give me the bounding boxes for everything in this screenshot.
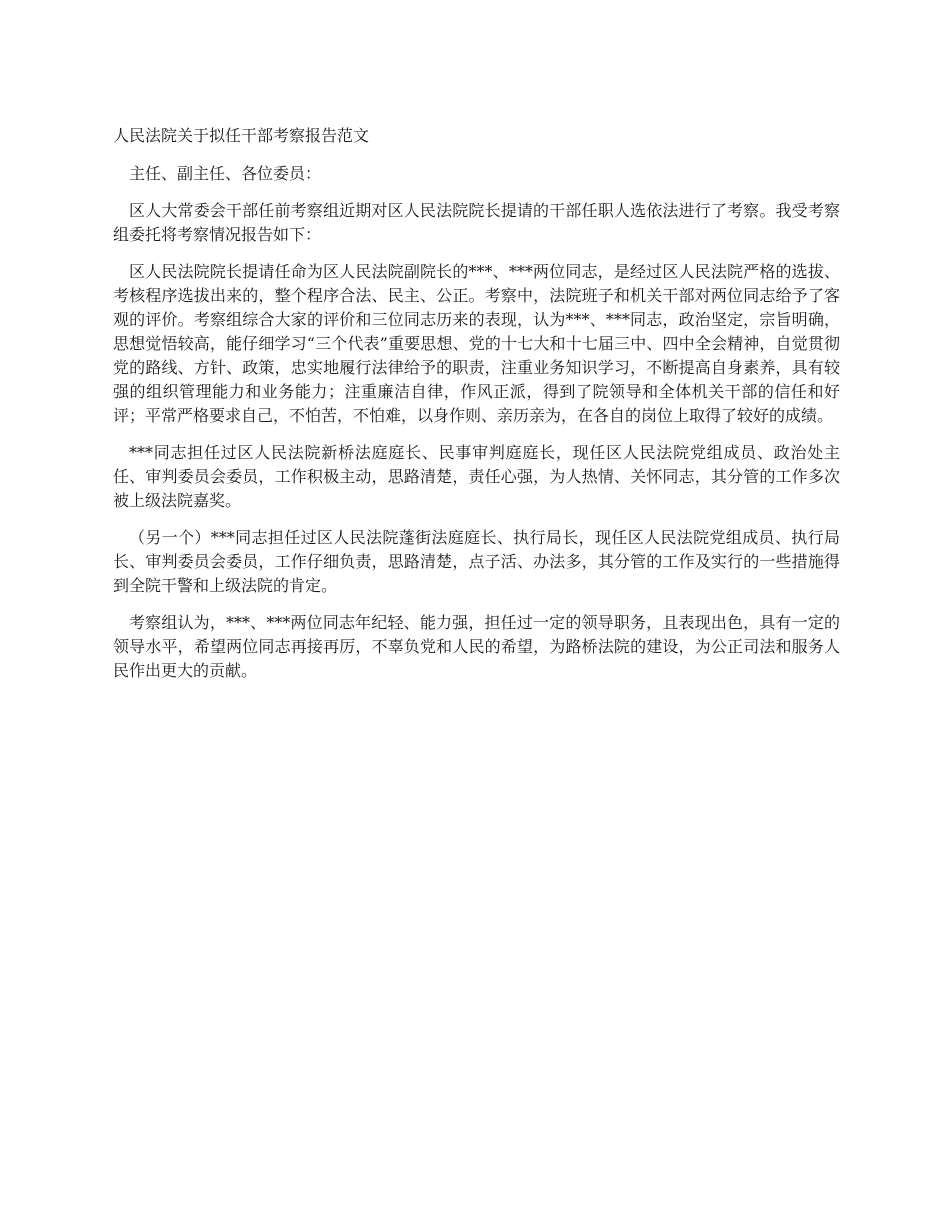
intro-paragraph: 区人大常委会干部任前考察组近期对区人民法院院长提请的干部任职人选依法进行了考察。我受考察组委托将考察情况报告如下： bbox=[113, 201, 840, 244]
evaluation-paragraph: 区人民法院院长提请任命为区人民法院副院长的***、***两位同志，是经过区人民法院严格的选拔、考核程序选拔出来的，整个程序合法、民主、公正。考察中，法院班子和机关干部对两位同志给予了客观的评价。考察组综合大家的评价和三位同志历来的表现，认为***、***同志，政治坚定，宗旨明确，思想觉悟较高，能仔细学习“三个代表”重要思想、党的十七大和十七届三中、四中全会精神，自觉贯彻党的路线、方针、政策，忠实地履行法律给予的职责，注重业务知识学习，不断提高自身素养，具有较强的组织管理能力和业务能力；注重廉洁自律，作风正派，得到了院领导和全体机关干部的信任和好评；平常严格要求自己，不怕苦，不怕难，以身作则、亲历亲为，在各自的岗位上取得了较好的成绩。 bbox=[113, 262, 840, 425]
document-title: 人民法院关于拟任干部考察报告范文 bbox=[113, 126, 370, 145]
document-body bbox=[113, 124, 840, 696]
conclusion-paragraph: 考察组认为，***、***两位同志年纪轻、能力强，担任过一定的领导职务，且表现出色，具有一定的领导水平，希望两位同志再接再厉，不辜负党和人民的希望，为路桥法院的建设，为公正司法和服务人民作出更大的贡献。 bbox=[113, 613, 840, 680]
candidate-one-paragraph: ***同志担任过区人民法院新桥法庭庭长、民事审判庭庭长，现任区人民法院党组成员、政治处主任、审判委员会委员，工作积极主动，思路清楚，责任心强，为人热情、关怀同志，其分管的工作多次被上级法院嘉奖。 bbox=[113, 443, 840, 510]
salutation-paragraph: 主任、副主任、各位委员： bbox=[129, 164, 322, 183]
candidate-two-paragraph: （另一个）***同志担任过区人民法院蓬街法庭庭长、执行局长，现任区人民法院党组成员、执行局长、审判委员会委员，工作仔细负责，思路清楚，点子活、办法多，其分管的工作及实行的一些措施得到全院干警和上级法院的肯定。 bbox=[113, 528, 840, 595]
